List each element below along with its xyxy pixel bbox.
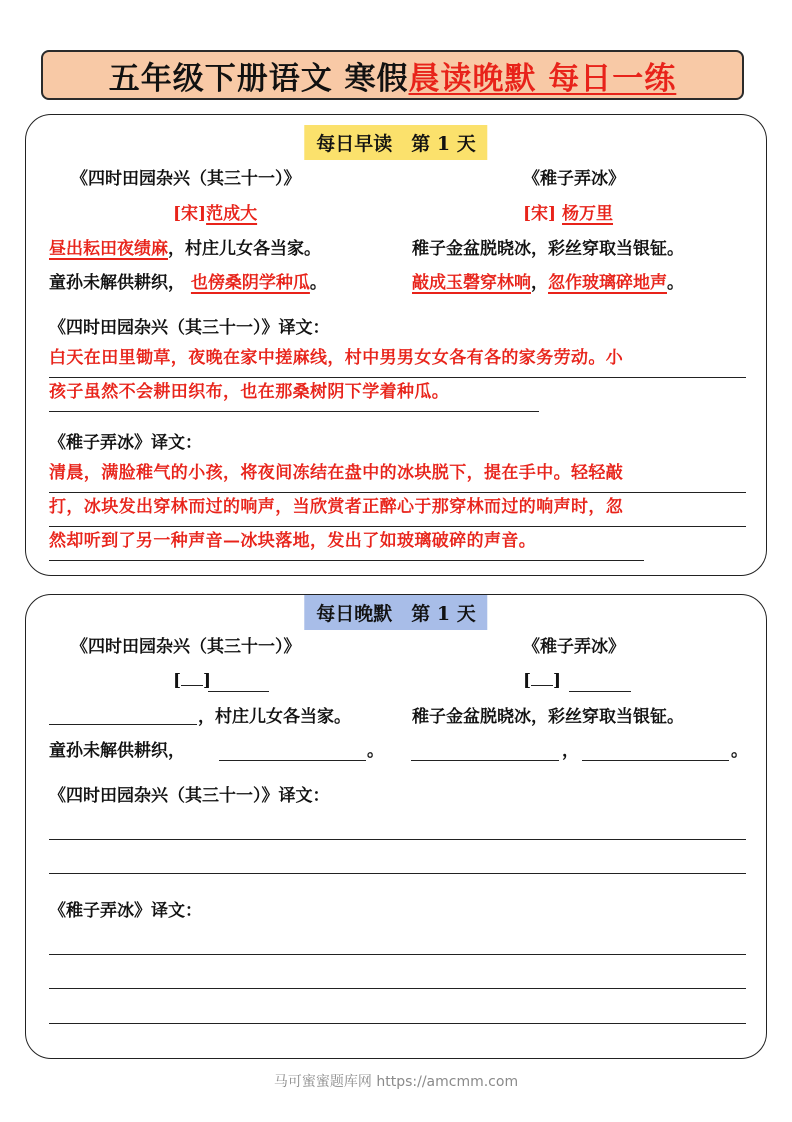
poem1-line1-rest: ，村庄儿女各当家。: [168, 239, 321, 259]
poem2-dynasty: [宋]: [523, 204, 557, 224]
poem1-attribution: [173, 204, 257, 224]
writing-line[interactable]: [49, 954, 746, 955]
dynasty-blank[interactable]: [181, 671, 203, 686]
poem1-line2-start: 童孙未解供耕织，: [49, 741, 185, 761]
translation-line: 打，冰块发出穿林而过的响声，当欣赏者正醉心于那穿林而过的响声时，忽: [49, 493, 746, 527]
poem2-line2: [412, 273, 684, 293]
poem1-line2: [49, 273, 327, 293]
morning-reading-panel: [25, 114, 767, 576]
morning-day-header: 每日早读 第 1 天: [304, 125, 487, 160]
poem2-author: 杨万里: [562, 204, 614, 224]
poem1-dynasty: [宋]: [173, 204, 207, 224]
writing-line[interactable]: [49, 873, 746, 874]
poem1-title: 《四时田园杂兴（其三十一）》: [71, 637, 301, 657]
poem1-line2-end: 。: [367, 741, 384, 761]
poem2-translation-label: 《稚子弄冰》译文：: [49, 901, 202, 921]
poem1-translation-label: 《四时田园杂兴（其三十一）》译文：: [49, 318, 330, 338]
poem1-author: 范成大: [206, 204, 258, 224]
poem1-translation: [49, 344, 746, 412]
evening-day-header: 每日晚默 第 1 天: [304, 595, 487, 630]
poem1-translation-label: 《四时田园杂兴（其三十一）》译文：: [49, 786, 330, 806]
poem1-line2-blank[interactable]: [219, 760, 366, 761]
footer-watermark: 马可蜜蜜题库网 https://amcmm.com: [273, 1074, 519, 1090]
poem2-line2-end: 。: [667, 273, 684, 293]
poem2-line1: 稚子金盆脱晓冰，彩丝穿取当银钲。: [412, 239, 684, 259]
title-part1: 五年级下册语文 寒假: [108, 60, 409, 97]
poem1-dynasty-blank[interactable]: [ ]: [173, 671, 212, 691]
poem2-line2-end: 。: [731, 741, 748, 761]
poem2-title: 《稚子弄冰》: [523, 637, 625, 657]
poem1-line1: [49, 239, 321, 259]
poem2-line2-sep: ，: [531, 273, 548, 293]
poem1-line1-answer: 昼出耘田夜绩麻: [49, 239, 168, 259]
poem1-line2-end: 。: [309, 273, 327, 293]
poem1-author-blank[interactable]: [208, 691, 269, 692]
translation-line: 清晨，满脸稚气的小孩，将夜间冻结在盘中的冰块脱下，提在手中。轻轻敲: [49, 459, 746, 493]
poem2-line2-answer2: 忽作玻璃碎地声: [548, 273, 667, 293]
translation-line: 白天在田里锄草，夜晚在家中搓麻线，村中男男女女各有各的家务劳动。小: [49, 344, 746, 378]
poem2-attribution: [523, 204, 613, 224]
translation-line: 然却听到了另一种声音—冰块落地，发出了如玻璃破碎的声音。: [49, 527, 644, 561]
writing-line[interactable]: [49, 988, 746, 989]
poem2-author-blank[interactable]: [569, 691, 631, 692]
page-title: [41, 50, 744, 100]
poem2-title: 《稚子弄冰》: [523, 169, 625, 189]
poem2-line2-blank1[interactable]: [411, 760, 559, 761]
poem1-line1-blank[interactable]: [49, 724, 197, 725]
writing-line[interactable]: [49, 1023, 746, 1024]
poem1-line2-start: 童孙未解供耕织，: [49, 273, 185, 293]
poem2-translation-label: 《稚子弄冰》译文：: [49, 433, 202, 453]
poem2-line2-blank2[interactable]: [582, 760, 729, 761]
poem2-line1: 稚子金盆脱晓冰，彩丝穿取当银钲。: [412, 707, 684, 727]
dynasty-blank[interactable]: [531, 671, 553, 686]
poem2-translation: [49, 459, 746, 561]
poem2-line2-answer1: 敲成玉磬穿林响: [412, 273, 531, 293]
poem1-title: 《四时田园杂兴（其三十一）》: [71, 169, 301, 189]
poem2-line2-sep: ，: [562, 741, 579, 761]
translation-line: 孩子虽然不会耕田织布，也在那桑树阴下学着种瓜。: [49, 378, 539, 412]
poem1-line1-rest: ，村庄儿女各当家。: [198, 707, 351, 727]
evening-dictation-panel: [25, 594, 767, 1059]
poem2-dynasty-blank[interactable]: [ ]: [523, 671, 562, 691]
poem1-line2-answer: 也傍桑阴学种瓜: [190, 273, 310, 293]
title-part2: 晨读晚默 每日一练: [408, 60, 677, 97]
writing-line[interactable]: [49, 839, 746, 840]
